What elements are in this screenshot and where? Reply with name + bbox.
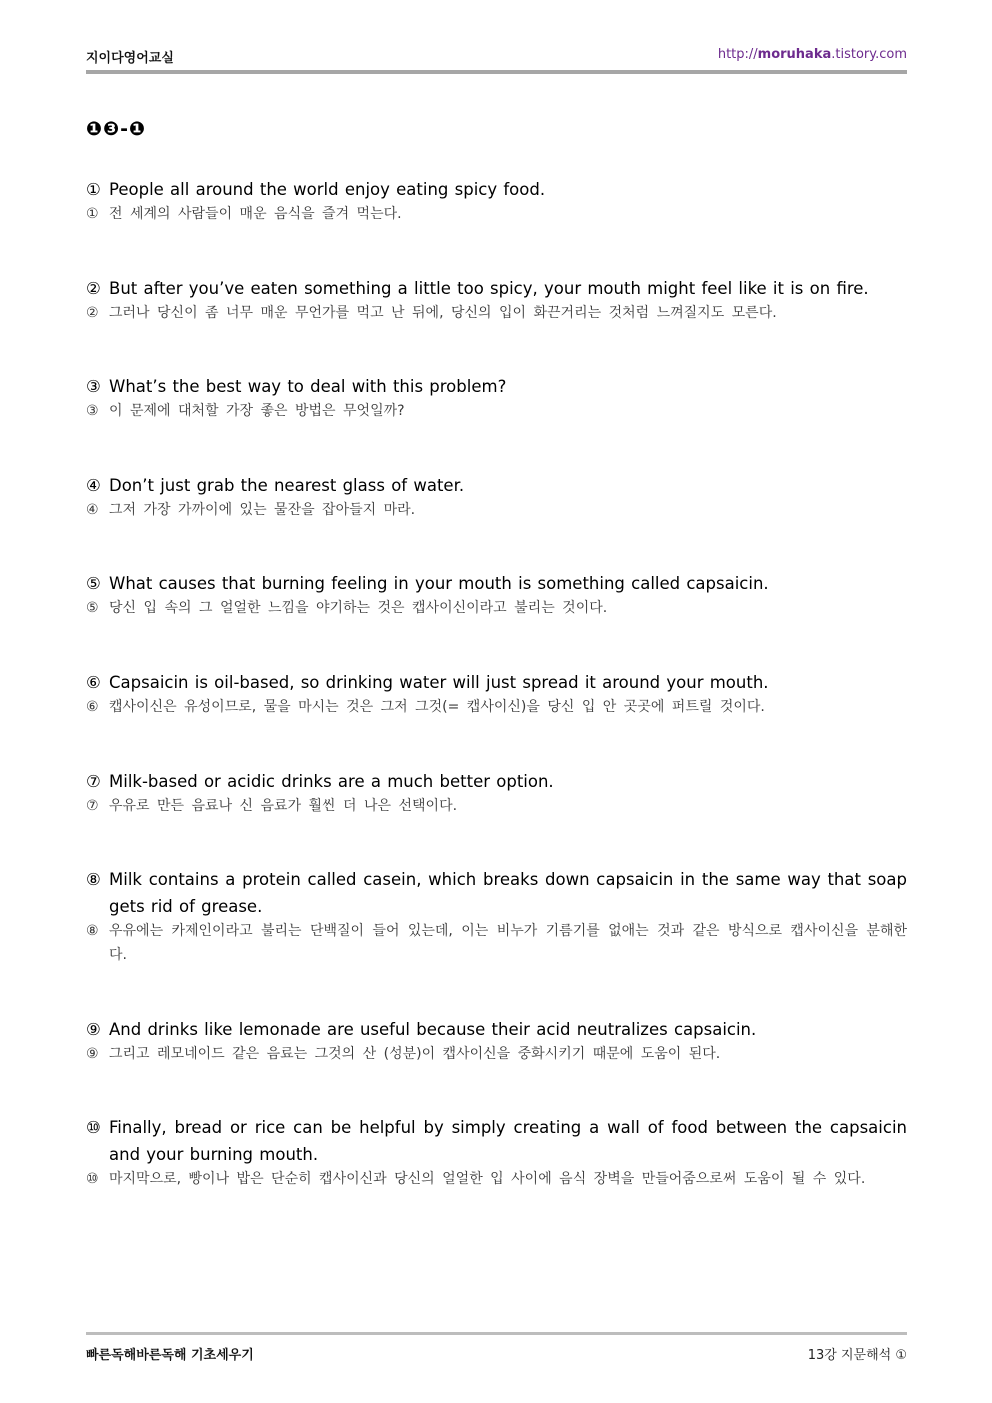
url-prefix: http:// <box>717 47 758 62</box>
korean-translation <box>86 794 907 818</box>
korean-translation <box>86 301 907 325</box>
sentence-number: ③ <box>86 377 101 396</box>
sentence-item-6 <box>86 669 907 719</box>
english-text: But after you’ve eaten something a little too spicy, your mouth might feel like it is on fire. <box>109 279 869 298</box>
english-sentence <box>86 669 907 696</box>
english-sentence <box>86 275 907 302</box>
english-text: What causes that burning feeling in your mouth is something called capsaicin. <box>109 574 769 593</box>
translation-number: ⑤ <box>86 600 99 616</box>
sentence-number: ⑧ <box>86 870 101 889</box>
footer-book-title: 빠른독해바른독해 기초세우기 <box>86 1348 254 1363</box>
english-sentence <box>86 472 907 499</box>
sentence-item-3 <box>86 373 907 423</box>
english-text: And drinks like lemonade are useful because their acid neutralizes capsaicin. <box>109 1020 757 1039</box>
korean-translation <box>86 1167 907 1191</box>
english-text: What’s the best way to deal with this problem? <box>109 377 507 396</box>
english-sentence <box>86 176 907 203</box>
english-sentence <box>86 1114 907 1168</box>
sentence-item-5 <box>86 570 907 620</box>
sentence-number: ⑩ <box>86 1118 101 1137</box>
korean-translation <box>86 1042 907 1066</box>
section-code: ❶❸-❶ <box>86 118 147 140</box>
korean-text: 전 세계의 사람들이 매운 음식을 즐겨 먹는다. <box>109 206 402 222</box>
english-sentence <box>86 1016 907 1043</box>
korean-text: 우유로 만든 음료나 신 음료가 훨씬 더 나은 선택이다. <box>109 798 458 814</box>
korean-text: 그저 가장 가까이에 있는 물잔을 잡아들지 마라. <box>109 502 416 518</box>
sentence-item-8 <box>86 866 907 967</box>
english-text: People all around the world enjoy eating spicy food. <box>109 180 546 199</box>
english-sentence <box>86 570 907 597</box>
translation-number: ⑦ <box>86 798 99 814</box>
korean-translation <box>86 695 907 719</box>
footer-divider <box>86 1332 907 1335</box>
sentence-number: ④ <box>86 476 101 495</box>
korean-translation <box>86 399 907 423</box>
sentence-item-7 <box>86 768 907 818</box>
url-suffix: .tistory.com <box>831 47 907 62</box>
english-text: Milk contains a protein called casein, which breaks down capsaicin in the same way that soap gets rid of grease. <box>109 870 907 916</box>
page-header <box>86 44 907 68</box>
english-text: Milk-based or acidic drinks are a much better option. <box>109 772 554 791</box>
footer-page-label: 13강 지문해석 ① <box>807 1348 907 1363</box>
korean-text: 우유에는 카제인이라고 불리는 단백질이 들어 있는데, 이는 비누가 기름기를 없애는 것과 같은 방식으로 캡사이신을 분해한다. <box>109 923 907 963</box>
url-bold: moruhaka <box>757 47 832 62</box>
sentence-item-1 <box>86 176 907 226</box>
translation-number: ② <box>86 305 99 321</box>
sentence-number: ① <box>86 180 101 199</box>
translation-number: ⑧ <box>86 923 99 939</box>
header-title: 지이다영어교실 <box>86 51 174 66</box>
korean-text: 당신 입 속의 그 얼얼한 느낌을 야기하는 것은 캡사이신이라고 불리는 것이다. <box>109 600 608 616</box>
page-footer <box>86 1344 907 1364</box>
korean-translation <box>86 498 907 522</box>
sentence-number: ⑤ <box>86 574 101 593</box>
korean-text: 그러나 당신이 좀 너무 매운 무언가를 먹고 난 뒤에, 당신의 입이 화끈거리는 것처럼 느껴질지도 모른다. <box>109 305 777 321</box>
korean-text: 마지막으로, 빵이나 밥은 단순히 캡사이신과 당신의 얼얼한 입 사이에 음식 장벽을 만들어줌으로써 도움이 될 수 있다. <box>109 1171 866 1187</box>
korean-translation <box>86 919 907 967</box>
translation-number: ⑨ <box>86 1046 99 1062</box>
korean-translation <box>86 596 907 620</box>
sentence-item-2 <box>86 275 907 325</box>
english-text: Capsaicin is oil-based, so drinking water will just spread it around your mouth. <box>109 673 769 692</box>
korean-text: 그리고 레모네이드 같은 음료는 그것의 산 (성분)이 캡사이신을 중화시키기 때문에 도움이 된다. <box>109 1046 721 1062</box>
sentence-item-9 <box>86 1016 907 1066</box>
korean-translation <box>86 202 907 226</box>
sentence-number: ⑨ <box>86 1020 101 1039</box>
sentence-number: ⑦ <box>86 772 101 791</box>
translation-number: ③ <box>86 403 99 419</box>
english-sentence <box>86 373 907 400</box>
sentence-number: ⑥ <box>86 673 101 692</box>
translation-number: ① <box>86 206 99 222</box>
english-text: Finally, bread or rice can be helpful by simply creating a wall of food between the capsaicin and your burning mouth. <box>109 1118 907 1164</box>
korean-text: 이 문제에 대처할 가장 좋은 방법은 무엇일까? <box>109 403 405 419</box>
english-sentence <box>86 866 907 920</box>
translation-number: ④ <box>86 502 99 518</box>
korean-text: 캡사이신은 유성이므로, 물을 마시는 것은 그저 그것(= 캡사이신)을 당신 입 안 곳곳에 퍼트릴 것이다. <box>109 699 765 715</box>
header-divider <box>86 70 907 74</box>
sentence-item-10 <box>86 1114 907 1191</box>
translation-number: ⑥ <box>86 699 99 715</box>
english-sentence <box>86 768 907 795</box>
english-text: Don’t just grab the nearest glass of water. <box>109 476 465 495</box>
sentence-item-4 <box>86 472 907 522</box>
translation-number: ⑩ <box>86 1171 99 1187</box>
sentence-number: ② <box>86 279 101 298</box>
header-url[interactable] <box>718 47 907 62</box>
